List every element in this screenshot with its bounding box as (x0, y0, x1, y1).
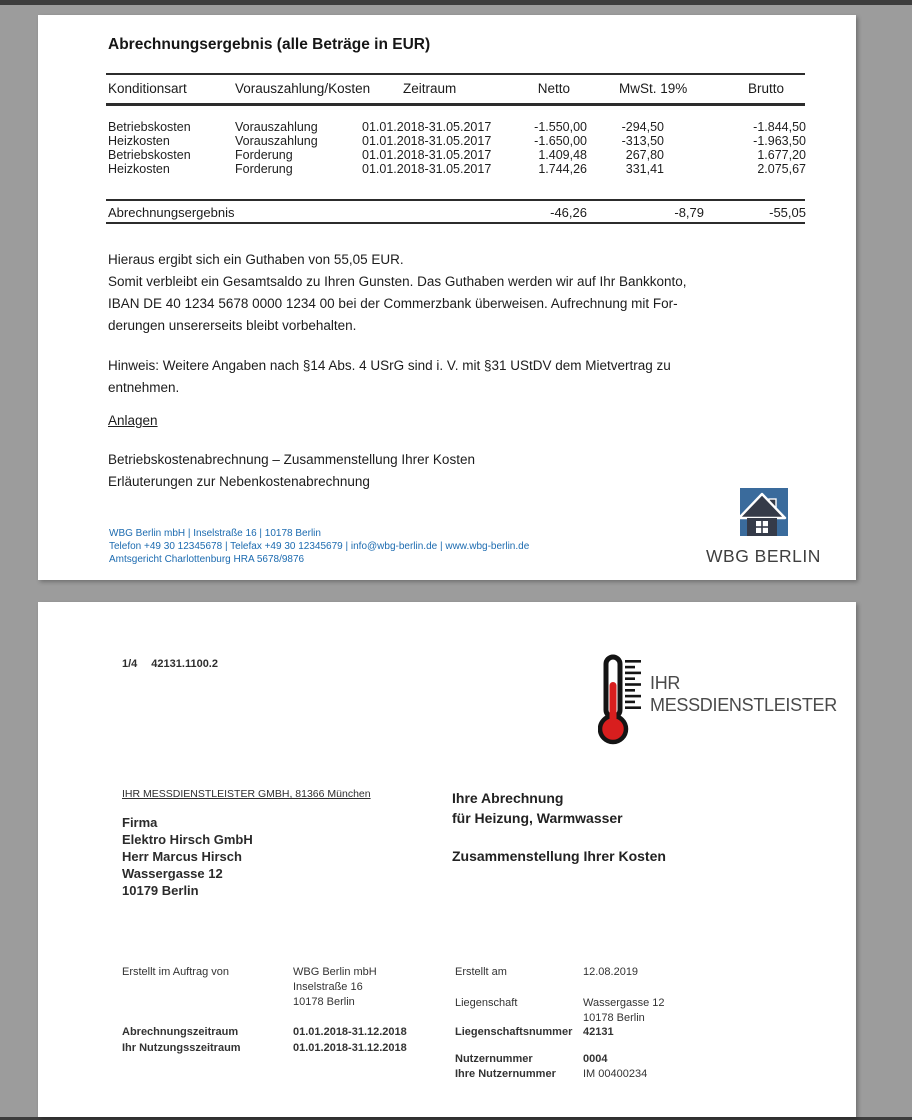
logo-text-line: MESSDIENSTLEISTER (650, 695, 837, 715)
table-rule-summary-top (106, 199, 805, 201)
created-by-line: Inselstraße 16 (293, 981, 363, 993)
cell-konditionsart: Heizkosten (108, 134, 170, 148)
table-row (38, 162, 856, 176)
summary-netto: -46,26 (550, 205, 587, 220)
summary-brutto: -55,05 (769, 205, 806, 220)
table-row (38, 120, 856, 134)
summary-label: Abrechnungsergebnis (108, 205, 235, 220)
paragraph-line: IBAN DE 40 1234 5678 0000 1234 00 bei der Commerzbank überweisen. Aufrechnung mit For- (108, 296, 678, 311)
subject-line: Ihre Abrechnung (452, 790, 564, 806)
cell-brutto: -1.844,50 (753, 120, 806, 134)
recipient-line: Herr Marcus Hirsch (122, 849, 242, 864)
created-at-label: Erstellt am (455, 966, 507, 978)
paragraph-line: Hieraus ergibt sich ein Guthaben von 55,05 EUR. (108, 252, 404, 267)
footer-line-register: Amtsgericht Charlottenburg HRA 5678/9876 (109, 554, 305, 565)
cell-art: Forderung (235, 148, 293, 162)
billing-period-label: Abrechnungszeitraum (122, 1026, 239, 1038)
anlagen-item: Betriebskostenabrechnung – Zusammenstellung Ihrer Kosten (108, 452, 475, 467)
messdienstleister-logo-text (650, 672, 837, 716)
user-number-value: 0004 (583, 1053, 608, 1065)
column-header-vorauszahlung-kosten: Vorauszahlung/Kosten (235, 81, 371, 96)
property-number-value: 42131 (583, 1026, 614, 1038)
cell-zeitraum: 01.01.2018-31.05.2017 (362, 120, 492, 134)
subject-line: Zusammenstellung Ihrer Kosten (452, 848, 666, 864)
usage-period-value: 01.01.2018-31.12.2018 (293, 1042, 407, 1054)
property-number-label: Liegenschaftsnummer (455, 1026, 573, 1038)
footer-contact-block (109, 527, 529, 566)
recipient-line: Firma (122, 815, 158, 830)
page-number: 1/4 (122, 658, 138, 670)
paragraph-line: derungen unsererseits bleibt vorbehalten. (108, 318, 357, 333)
cell-netto: -1.650,00 (534, 134, 587, 148)
column-header-mwst: MwSt. 19% (619, 81, 688, 96)
thermometer-icon (598, 652, 645, 747)
your-user-number-label: Ihre Nutzernummer (455, 1068, 556, 1080)
your-user-number-value: IM 00400234 (583, 1068, 648, 1080)
top-edge-bar (0, 0, 912, 5)
recipient-line: 10179 Berlin (122, 883, 199, 898)
column-header-brutto: Brutto (747, 81, 784, 96)
wbg-logo-text: WBG BERLIN (706, 546, 821, 566)
table-rule-top (106, 73, 805, 75)
cell-art: Forderung (235, 162, 293, 176)
logo-text-line: IHR (650, 673, 681, 693)
anlagen-list (108, 449, 475, 493)
cell-art: Vorauszahlung (235, 120, 318, 134)
paragraph-line: Hinweis: Weitere Angaben nach §14 Abs. 4 USrG sind i. V. mit §31 UStDV dem Mietvertrag zu (108, 358, 671, 373)
table-row (38, 148, 856, 162)
cell-zeitraum: 01.01.2018-31.05.2017 (362, 162, 492, 176)
recipient-line: Wassergasse 12 (122, 866, 223, 881)
page-reference (122, 658, 232, 670)
cell-konditionsart: Betriebskosten (108, 148, 191, 162)
usage-period-label: Ihr Nutzungsszeitraum (122, 1042, 241, 1054)
cell-netto: -1.550,00 (534, 120, 587, 134)
cell-mwst: 267,80 (625, 148, 664, 162)
created-by-line: 10178 Berlin (293, 996, 355, 1008)
created-at-value: 12.08.2019 (583, 966, 639, 978)
table-rule-header (106, 103, 805, 106)
cell-konditionsart: Heizkosten (108, 162, 170, 176)
wbg-house-icon (740, 488, 788, 544)
table-rule-bottom (106, 222, 805, 224)
recipient-address (122, 814, 253, 899)
cell-zeitraum: 01.01.2018-31.05.2017 (362, 134, 492, 148)
cell-zeitraum: 01.01.2018-31.05.2017 (362, 148, 492, 162)
created-by-label: Erstellt im Auftrag von (122, 966, 229, 978)
result-paragraph (108, 249, 687, 337)
sender-address-line: IHR MESSDIENSTLEISTER GMBH, 81366 München (122, 788, 371, 800)
document-page-2 (38, 602, 856, 1117)
property-line: Wassergasse 12 (583, 997, 665, 1009)
property-line: 10178 Berlin (583, 1012, 645, 1024)
property-label: Liegenschaft (455, 997, 518, 1009)
hinweis-paragraph (108, 355, 671, 399)
cell-netto: 1.409,48 (538, 148, 587, 162)
cell-mwst: -313,50 (621, 134, 664, 148)
cell-netto: 1.744,26 (538, 162, 587, 176)
subject-line: für Heizung, Warmwasser (452, 810, 623, 826)
cell-mwst: -294,50 (621, 120, 664, 134)
column-header-zeitraum: Zeitraum (403, 81, 457, 96)
anlagen-item: Erläuterungen zur Nebenkostenabrechnung (108, 474, 370, 489)
paragraph-line: entnehmen. (108, 380, 180, 395)
cell-art: Vorauszahlung (235, 134, 318, 148)
page-title: Abrechnungsergebnis (alle Beträge in EUR) (108, 36, 431, 53)
table-row (38, 134, 856, 148)
column-header-netto: Netto (537, 81, 570, 96)
cell-konditionsart: Betriebskosten (108, 120, 191, 134)
cell-brutto: 1.677,20 (757, 148, 806, 162)
document-subject (452, 788, 666, 866)
recipient-line: Elektro Hirsch GmbH (122, 832, 253, 847)
cell-brutto: 2.075,67 (757, 162, 806, 176)
cell-brutto: -1.963,50 (753, 134, 806, 148)
document-page-1 (38, 15, 856, 580)
summary-mwst: -8,79 (674, 205, 704, 220)
column-header-konditionsart: Konditionsart (108, 81, 187, 96)
cell-mwst: 331,41 (625, 162, 664, 176)
footer-line-contact: Telefon +49 30 12345678 | Telefax +49 30 12345679 | info@wbg-berlin.de | www.wbg-berlin.de (109, 541, 530, 552)
footer-line-address: WBG Berlin mbH | Inselstraße 16 | 10178 Berlin (109, 528, 321, 539)
user-number-label: Nutzernummer (455, 1053, 533, 1065)
document-reference: 42131.1100.2 (151, 658, 218, 670)
paragraph-line: Somit verbleibt ein Gesamtsaldo zu Ihren Gunsten. Das Guthaben werden wir auf Ihr Bankkonto, (108, 274, 687, 289)
created-by-line: WBG Berlin mbH (293, 966, 377, 978)
billing-period-value: 01.01.2018-31.12.2018 (293, 1026, 407, 1038)
anlagen-heading: Anlagen (108, 413, 158, 428)
